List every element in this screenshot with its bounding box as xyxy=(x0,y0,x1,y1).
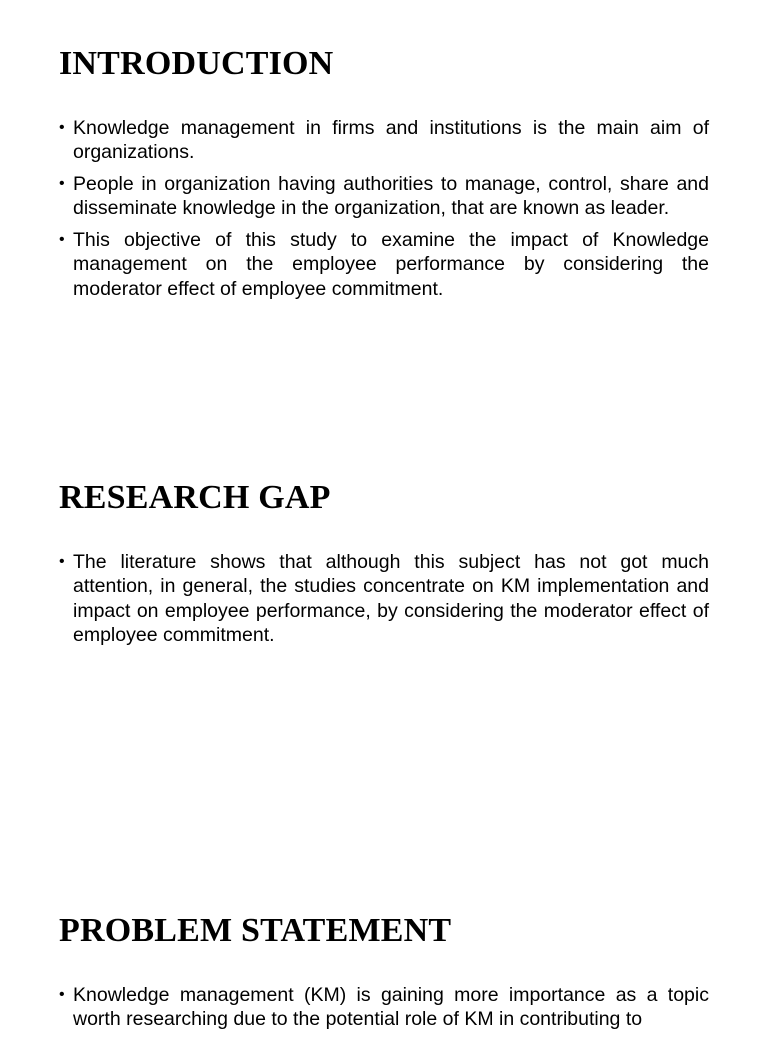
bullet-icon: • xyxy=(59,119,65,136)
problem-statement-section xyxy=(59,911,709,1039)
bullet-icon: • xyxy=(59,553,65,570)
list-item xyxy=(59,172,709,221)
research-gap-bullet-list xyxy=(59,550,709,647)
problem-statement-bullet-list xyxy=(59,983,709,1032)
list-item xyxy=(59,983,709,1032)
list-item xyxy=(59,550,709,647)
list-item xyxy=(59,228,709,301)
introduction-heading: INTRODUCTION xyxy=(59,45,334,82)
bullet-text: Knowledge management in firms and institutions is the main aim of organizations. xyxy=(73,117,709,164)
bullet-icon: • xyxy=(59,986,65,1003)
introduction-section xyxy=(59,44,709,309)
list-item xyxy=(59,116,709,165)
bullet-text: Knowledge management (KM) is gaining more importance as a topic worth researching due to the potential role of KM in contributing to xyxy=(73,984,709,1031)
bullet-icon: • xyxy=(59,231,65,249)
research-gap-heading: RESEARCH GAP xyxy=(59,479,331,516)
introduction-bullet-list xyxy=(59,116,709,301)
problem-statement-heading: PROBLEM STATEMENT xyxy=(59,912,452,949)
bullet-text: People in organization having authorities to manage, control, share and disseminate knowledge in the organization, that are known as leader. xyxy=(73,173,709,220)
research-gap-section xyxy=(59,478,709,655)
bullet-text: The literature shows that although this subject has not got much attention, in general, the studies concentrate on KM implementation and impact on employee performance, by considering the moderator effect of employee commitment. xyxy=(73,551,709,646)
bullet-icon: • xyxy=(59,175,65,193)
bullet-text: This objective of this study to examine the impact of Knowledge management on the employee performance by considering the moderator effect of employee commitment. xyxy=(73,229,709,300)
